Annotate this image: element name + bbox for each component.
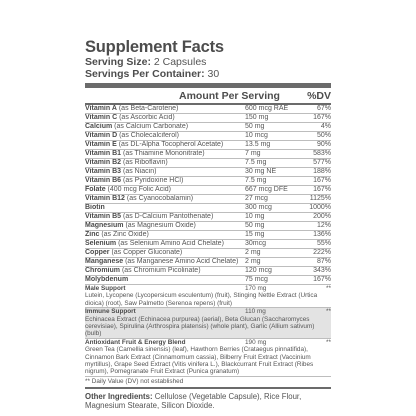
nutrient-row <box>85 150 331 159</box>
nutrient-source: (as Copper Gluconate) <box>109 249 183 256</box>
nutrient-source: (as Manganese Amino Acid Chelate) <box>123 258 239 265</box>
nutrient-amount: 2 mg <box>245 258 261 265</box>
footnote: ** Daily Value (DV) not established <box>85 377 184 385</box>
nutrient-row <box>85 276 331 285</box>
nutrient-dv: 343% <box>313 267 331 274</box>
nutrient-dv: 87% <box>316 258 331 265</box>
nutrient-row <box>85 159 331 168</box>
blend-row <box>85 308 331 339</box>
blend-dv: ** <box>326 338 331 346</box>
nutrient-amount: 50 mg <box>245 123 265 130</box>
nutrient-dv: 4% <box>320 123 331 130</box>
nutrient-name-cell <box>85 222 245 230</box>
nutrient-name: Vitamin E <box>85 141 117 148</box>
nutrient-source: (as Riboflavin) <box>121 159 168 166</box>
blend-name: Antioxidant Fruit & Energy Blend <box>85 338 186 346</box>
nutrient-source: (as Ascorbic Acid) <box>117 114 175 121</box>
nutrient-amount: 50 mg <box>245 222 265 229</box>
blend-header <box>85 308 331 315</box>
nutrient-row <box>85 240 331 249</box>
nutrient-source: (as Thiamine Mononitrate) <box>121 150 205 157</box>
nutrient-source: (as Zinc Oxide) <box>99 231 149 238</box>
nutrient-dv: 188% <box>313 168 331 175</box>
nutrient-dv: 67% <box>316 105 331 112</box>
dv-header: %DV <box>307 90 331 102</box>
blend-dv: ** <box>326 285 331 292</box>
nutrient-row <box>85 105 331 114</box>
nutrient-row <box>85 168 331 177</box>
nutrient-amount: 30 mg NE <box>245 168 277 175</box>
nutrient-dv: 1125% <box>309 195 331 202</box>
nutrient-name: Vitamin D <box>85 132 118 139</box>
nutrient-row <box>85 213 331 222</box>
nutrient-amount: 7.5 mg <box>245 177 267 184</box>
blend-ingredients: Lutein, Lycopene (Lycopersicum esculentum) (fruit), Stinging Nettle Extract (Urtica dioica) (root), Saw Palmetto (Serenoa repens) (fruit) <box>85 292 318 307</box>
nutrient-source: (as DL-Alpha Tocopherol Acetate) <box>116 141 224 148</box>
nutrient-dv: 55% <box>316 240 331 247</box>
nutrient-dv: 577% <box>313 159 331 166</box>
blend-row <box>85 339 331 377</box>
nutrient-table <box>85 105 331 285</box>
nutrient-name-cell <box>85 213 245 221</box>
nutrient-dv: 222% <box>313 249 331 256</box>
nutrient-name-cell <box>85 150 245 158</box>
nutrient-name-cell <box>85 231 245 239</box>
nutrient-dv: 167% <box>313 276 331 283</box>
blend-amount: 170 mg <box>245 285 267 292</box>
blend-ingredients: Echinacea Extract (Echinacea purpurea) (aerial), Beta Glucan (Saccharomyces cerevisiae), Spirulina (Arthrospira platensis) (whole plant), Garlic (Allium sativum) (bulb) <box>85 315 315 338</box>
nutrient-amount: 13.5 mg <box>245 141 271 148</box>
nutrient-name-cell <box>85 141 245 149</box>
nutrient-row <box>85 204 331 213</box>
nutrient-name: Magnesium <box>85 222 124 229</box>
blend-amount: 190 mg <box>245 338 267 346</box>
blend-section <box>85 285 331 377</box>
nutrient-row <box>85 231 331 240</box>
nutrient-amount: 7 mg <box>245 150 261 157</box>
nutrient-dv: 90% <box>316 141 331 148</box>
nutrient-name: Zinc <box>85 231 100 238</box>
nutrient-row <box>85 141 331 150</box>
blend-name: Immune Support <box>85 308 136 316</box>
amount-header: Amount Per Serving <box>179 90 280 102</box>
nutrient-dv: 583% <box>313 150 331 157</box>
nutrient-name: Vitamin B1 <box>85 150 122 157</box>
nutrient-source: (as D-Calcium Pantothenate) <box>121 213 214 220</box>
nutrient-name-cell <box>85 114 245 122</box>
nutrient-source: (as Niacin) <box>121 168 157 175</box>
nutrient-source: (as Beta-Carotene) <box>116 105 179 112</box>
nutrient-source: (as Cholecalciferol) <box>117 132 180 139</box>
nutrient-name: Vitamin B2 <box>85 159 122 166</box>
supplement-facts-label <box>85 38 331 411</box>
nutrient-row <box>85 114 331 123</box>
nutrient-amount: 7.5 mg <box>245 159 267 166</box>
servings-per-container: Servings Per Container: 30 <box>85 68 220 80</box>
nutrient-name-cell <box>85 249 245 257</box>
other-ingredients: Other Ingredients: Cellulose (Vegetable Capsule), Rice Flour, Magnesium Stearate, Silicon Dioxide. <box>85 391 302 411</box>
nutrient-name: Molybdenum <box>85 276 129 283</box>
nutrient-name-cell <box>85 276 245 284</box>
nutrient-amount: 300 mcg <box>245 204 272 211</box>
nutrient-row <box>85 267 331 276</box>
nutrient-row <box>85 123 331 132</box>
nutrient-name-cell <box>85 177 245 185</box>
column-header <box>85 88 331 103</box>
nutrient-amount: 2 mg <box>245 249 261 256</box>
nutrient-amount: 120 mcg <box>245 267 272 274</box>
nutrient-row <box>85 222 331 231</box>
nutrient-amount: 30mcg <box>245 240 267 247</box>
nutrient-dv: 167% <box>313 186 331 193</box>
nutrient-amount: 10 mg <box>245 213 265 220</box>
nutrient-name: Vitamin C <box>85 114 118 121</box>
nutrient-name: Copper <box>85 249 110 256</box>
nutrient-amount: 15 mg <box>245 231 265 238</box>
nutrient-dv: 12% <box>316 222 331 229</box>
nutrient-row <box>85 132 331 141</box>
nutrient-name: Biotin <box>85 204 105 211</box>
nutrient-name-cell <box>85 159 245 167</box>
nutrient-row <box>85 258 331 267</box>
panel-title: Supplement Facts <box>85 38 224 56</box>
nutrient-name: Selenium <box>85 240 117 247</box>
nutrient-source: (as Selenium Amino Acid Chelate) <box>116 240 224 247</box>
nutrient-name-cell <box>85 168 245 176</box>
nutrient-amount: 150 mg <box>245 114 269 121</box>
nutrient-dv: 200% <box>313 213 331 220</box>
blend-ingredients: Green Tea (Camellia sinensis) (leaf), Hawthorn Berries (Crataegus pinnatifida), Cinnamon Bark Extract (Cinnamomum cassia), Bilberry Fruit Extract (Vaccinium myrtillus), Grape Seed Extract (Vitis vinifera L.), Blackcurrant Fruit Extract (Ribes nigrum), Pomegranate Fruit Extract (Punica granatum) <box>85 346 314 376</box>
nutrient-amount: 600 mcg RAE <box>245 105 289 112</box>
nutrient-row <box>85 186 331 195</box>
nutrient-source: (as Calcium Carbonate) <box>112 123 189 130</box>
nutrient-source: (as Chromium Picolinate) <box>120 267 201 274</box>
nutrient-name-cell <box>85 132 245 140</box>
nutrient-name: Chromium <box>85 267 120 274</box>
nutrient-amount: 10 mcg <box>245 132 268 139</box>
nutrient-amount: 27 mcg <box>245 195 268 202</box>
nutrient-source: (as Magnesium Oxide) <box>123 222 196 229</box>
nutrient-name-cell <box>85 105 245 113</box>
nutrient-row <box>85 177 331 186</box>
blend-dv: ** <box>326 308 331 316</box>
nutrient-name-cell <box>85 186 245 194</box>
nutrient-name-cell <box>85 123 245 131</box>
nutrient-row <box>85 249 331 258</box>
nutrient-source: (as Pyridoxine HCl) <box>121 177 184 184</box>
nutrient-name-cell <box>85 258 245 266</box>
nutrient-name-cell <box>85 195 245 203</box>
nutrient-name: Folate <box>85 186 106 193</box>
nutrient-name: Vitamin A <box>85 105 117 112</box>
nutrient-name-cell <box>85 240 245 248</box>
nutrient-name: Manganese <box>85 258 124 265</box>
nutrient-row <box>85 195 331 204</box>
nutrient-name: Vitamin B5 <box>85 213 122 220</box>
nutrient-dv: 167% <box>313 114 331 121</box>
nutrient-dv: 1000% <box>309 204 331 211</box>
nutrient-amount: 75 mcg <box>245 276 268 283</box>
blend-header <box>85 285 331 292</box>
blend-name: Male Support <box>85 285 126 292</box>
nutrient-name: Vitamin B3 <box>85 168 122 175</box>
nutrient-name-cell <box>85 204 245 212</box>
nutrient-amount: 667 mcg DFE <box>245 186 288 193</box>
footer-divider <box>85 387 331 389</box>
nutrient-dv: 50% <box>316 132 331 139</box>
blend-header <box>85 339 331 346</box>
serving-size: Serving Size: 2 Capsules <box>85 56 207 68</box>
nutrient-source: (400 mcg Folic Acid) <box>105 186 171 193</box>
nutrient-name: Vitamin B12 <box>85 195 125 202</box>
blend-row <box>85 285 331 308</box>
nutrient-name: Calcium <box>85 123 113 130</box>
nutrient-dv: 167% <box>313 177 331 184</box>
blend-amount: 110 mg <box>245 308 266 316</box>
nutrient-dv: 136% <box>313 231 331 238</box>
nutrient-source: (as Cyanocobalamin) <box>124 195 194 202</box>
nutrient-name-cell <box>85 267 245 275</box>
nutrient-name: Vitamin B6 <box>85 177 122 184</box>
